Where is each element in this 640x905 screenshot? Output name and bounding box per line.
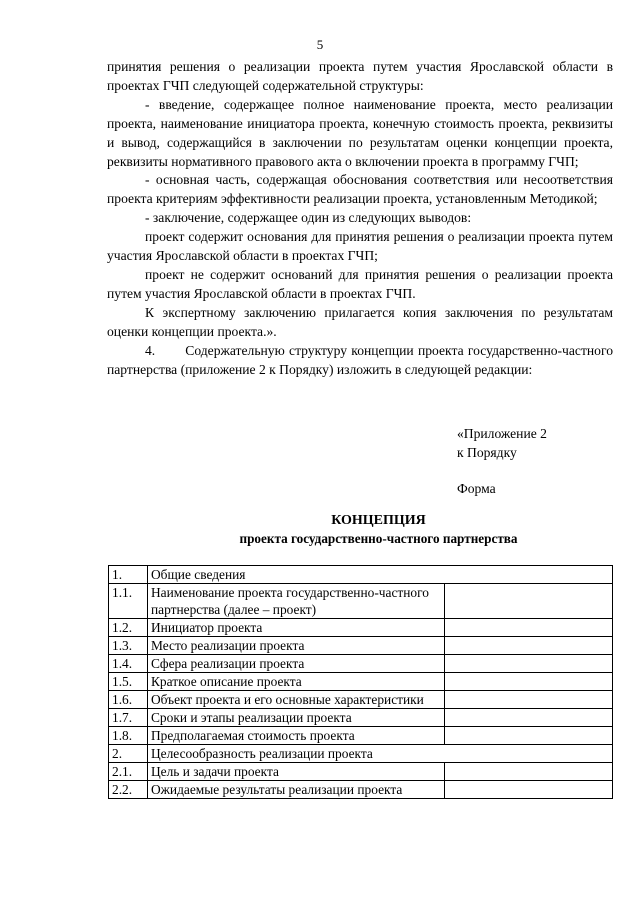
row-value-cell (445, 727, 613, 745)
table-row (109, 619, 613, 637)
document-title: КОНЦЕПЦИЯ (331, 513, 426, 528)
row-title: Цель и задачи проекта (148, 763, 445, 781)
table-row (109, 566, 613, 584)
document-subtitle: проекта государственно-частного партнерства (239, 531, 518, 546)
row-number: 1.1. (109, 584, 148, 619)
row-title: Общие сведения (148, 566, 613, 584)
row-value-cell (445, 655, 613, 673)
row-title: Наименование проекта государственно-частного партнерства (далее – проект) (148, 584, 445, 619)
row-value-cell (445, 763, 613, 781)
row-title: Целесообразность реализации проекта (148, 745, 613, 763)
row-number: 2.2. (109, 781, 148, 799)
table-row (109, 745, 613, 763)
body-text (107, 58, 613, 379)
row-title: Краткое описание проекта (148, 673, 445, 691)
row-title: Сфера реализации проекта (148, 655, 445, 673)
row-value-cell (445, 584, 613, 619)
paragraph: 4. Содержательную структуру концепции проекта государственно-частного партнерства (приложение 2 к Порядку) изложить в следующей редакции: (107, 342, 613, 377)
paragraph: - основная часть, содержащая обоснования соответствия или несоответствия проекта критериям эффективности реализации проекта, установленным Методикой; (107, 172, 613, 207)
row-number: 1.7. (109, 709, 148, 727)
row-number: 1.5. (109, 673, 148, 691)
table-row (109, 727, 613, 745)
paragraph: - заключение, содержащее один из следующих выводов: (145, 210, 472, 226)
paragraph: проект содержит основания для принятия решения о реализации проекта путем участия Ярославской области в проектах ГЧП; (107, 229, 613, 264)
row-number: 2.1. (109, 763, 148, 781)
row-number: 1.3. (109, 637, 148, 655)
table-row (109, 709, 613, 727)
table-row (109, 673, 613, 691)
paragraph: К экспертному заключению прилагается копия заключения по результатам оценки концепции проекта.». (107, 304, 613, 339)
row-number: 1.6. (109, 691, 148, 709)
row-number: 1.4. (109, 655, 148, 673)
row-title: Ожидаемые результаты реализации проекта (148, 781, 445, 799)
row-title: Предполагаемая стоимость проекта (148, 727, 445, 745)
concept-table (108, 565, 613, 799)
row-number: 1.2. (109, 619, 148, 637)
page-number: 5 (316, 37, 324, 52)
table-row (109, 584, 613, 619)
paragraph: - введение, содержащее полное наименование проекта, место реализации проекта, наименование инициатора проекта, конечную стоимость проекта, реквизиты и вывод, содержащийся в заключении по результатам оценки концепции проекта, реквизиты нормативного правового акта о включении проекта в программу ГЧП; (107, 96, 613, 169)
row-title: Место реализации проекта (148, 637, 445, 655)
row-value-cell (445, 691, 613, 709)
row-title: Объект проекта и его основные характеристики (148, 691, 445, 709)
row-value-cell (445, 637, 613, 655)
row-value-cell (445, 673, 613, 691)
row-value-cell (445, 781, 613, 799)
paragraph: принятия решения о реализации проекта путем участия Ярославской области в проектах ГЧП следующей содержательной структуры: (107, 59, 613, 93)
row-number: 1. (109, 566, 148, 584)
table-row (109, 655, 613, 673)
table-row (109, 763, 613, 781)
row-number: 2. (109, 745, 148, 763)
paragraph: проект не содержит оснований для принятия решения о реализации проекта путем участия Ярославской области в проектах ГЧП. (107, 266, 613, 301)
row-title: Инициатор проекта (148, 619, 445, 637)
table-row (109, 691, 613, 709)
row-value-cell (445, 619, 613, 637)
row-value-cell (445, 709, 613, 727)
form-label: Форма (457, 481, 496, 496)
appendix-label: «Приложение 2 (457, 426, 547, 441)
row-number: 1.8. (109, 727, 148, 745)
table-row (109, 781, 613, 799)
row-title: Сроки и этапы реализации проекта (148, 709, 445, 727)
table-row (109, 637, 613, 655)
appendix-order: к Порядку (457, 445, 517, 460)
